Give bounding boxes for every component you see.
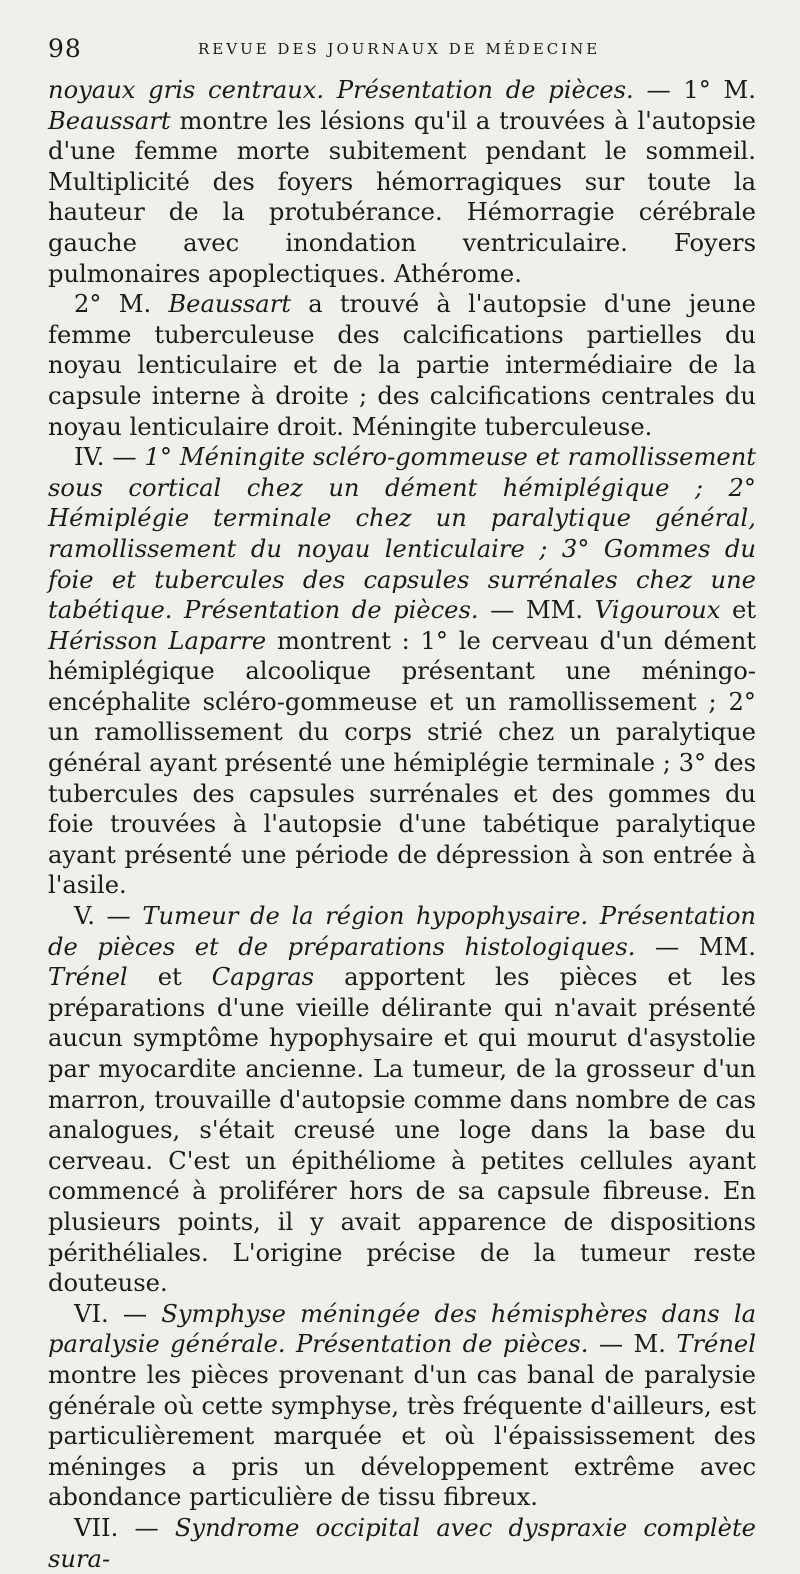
body-text [48,75,756,1574]
running-title: REVUE DES JOURNAUX DE MÉDECINE [198,40,601,58]
text-run: — MM. [478,596,595,625]
paragraph-section-v [48,901,756,1299]
section-title-italic: noyaux gris centraux. Présentation de pièces. [48,76,634,104]
text-run: — M. [588,1330,677,1359]
section-number: VII. — [74,1513,175,1542]
paragraph-beaussart-2 [48,289,756,442]
section-title-italic: 1° Méningite scléro-gommeuse et ramollissement sous cortical chez un dément hémiplégique ; 2° Hémiplégie terminale chez un paralytique général, ramollissement du noyau lenticulaire ; 3° Gommes du foie et tubercules des capsules surrénales chez une tabétique. Présentation de pièces. [48,443,757,625]
section-number: VI. — [74,1299,162,1328]
text-run: et [720,596,756,625]
paragraph-noyaux-gris [48,75,756,289]
page-number: 98 [48,34,82,63]
section-title-italic: Symphyse méningée des hémisphères dans la paralysie générale. Présentation de pièces. [48,1299,756,1359]
text-run: — MM. [635,932,756,961]
text-run: montre les pièces provenant d'un cas banal de paralysie générale où cette symphyse, très fréquente d'ailleurs, est particulièrement marquée et où l'épaississement des méninges a pris un développement extrême avec abondance particulière de tissu fibreux. [48,1360,756,1512]
text-run: montrent : 1° le cerveau d'un dément hémiplégique alcoolique présentant une méningo-encéphalite scléro-gommeuse et un ramollissement ; 2° un ramollissement du corps strié chez un paralytique général ayant présenté une hémiplégie terminale ; 3° des tubercules des capsules surrénales et des gommes du foie trouvées à l'autopsie d'une tabétique paralytique ayant présenté une période de dépression à son entrée à l'asile. [48,626,756,900]
author-name: Capgras [211,963,315,992]
text-run: montre les lésions qu'il a trouvées à l'autopsie d'une femme morte subitement pendant le sommeil. Multiplicité des foyers hémorragiques sur toute la hauteur de la protubérance. Hémorragie cérébrale gauche avec inondation ventriculaire. Foyers pulmonaires apoplectiques. Athérome. [48,106,756,288]
author-name: Trénel [48,963,128,992]
author-name: Trénel [676,1330,756,1359]
section-title-italic: Syndrome occipital avec dyspraxie complète sura- [48,1513,756,1573]
author-name: Beaussart [48,106,171,135]
page-header [48,34,768,74]
paragraph-section-iv [48,442,756,901]
paragraph-section-vi [48,1299,756,1513]
text-run: 2° M. [74,290,169,319]
text-run: — 1° M. [633,76,756,104]
author-name: Vigouroux [594,596,721,625]
author-name: Beaussart [168,290,291,319]
section-number: V. — [74,902,143,931]
section-number: IV. — [74,443,145,472]
section-title-italic: Tumeur de la région hypophysaire. Présentation de pièces et de préparations histologiques. [48,902,756,961]
author-name: Hérisson Laparre [48,626,267,655]
paragraph-section-vii [48,1513,756,1574]
text-run: et [127,963,212,992]
text-run: a trouvé à l'autopsie d'une jeune femme tuberculeuse des calcifications partielles du noyau lenticulaire et de la partie intermédiaire de la capsule interne à droite ; des calcifications centrales du noyau lenticulaire droit. Méningite tuberculeuse. [48,290,756,441]
text-run: apportent les pièces et les préparations d'une vieille délirante qui n'avait présenté aucun symptôme hypophysaire et qui mourut d'asystolie par myocardite ancienne. La tumeur, de la grosseur d'un marron, trouvaille d'autopsie comme dans nombre de cas analogues, s'était creusé une loge dans la base du cerveau. C'est un épithéliome à petites cellules ayant commencé à proliférer hors de sa capsule fibreuse. En plusieurs points, il y avait apparence de dispositions périthéliales. L'origine précise de la tumeur reste douteuse. [48,963,756,1298]
